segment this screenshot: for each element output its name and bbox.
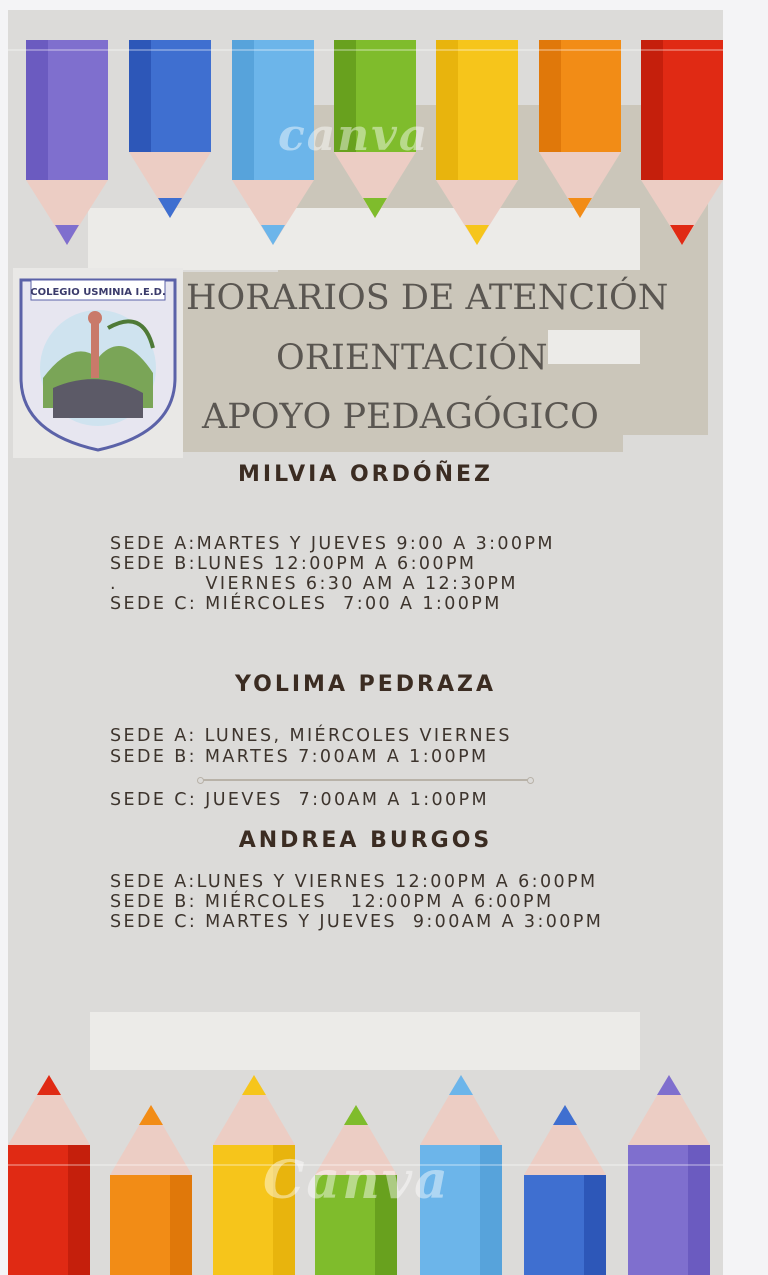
person-name-milvia: MILVIA ORDÓÑEZ [238, 462, 493, 487]
schedule-line: SEDE C: MIÉRCOLES 7:00 A 1:00PM [110, 594, 502, 614]
flyer-card [8, 10, 723, 1275]
pencil-red [8, 1075, 90, 1275]
pencil-purple [628, 1075, 710, 1275]
person-name-yolima: YOLIMA PEDRAZA [235, 672, 496, 697]
schedule-line: SEDE B:LUNES 12:00PM A 6:00PM [110, 554, 477, 574]
title-line-3: APOYO PEDAGÓGICO [202, 397, 599, 437]
divider-line [203, 779, 528, 781]
person-name-andrea: ANDREA BURGOS [238, 828, 493, 853]
title-line-1: HORARIOS DE ATENCIÓN [186, 278, 669, 318]
watermark-top: canva [278, 110, 430, 161]
schedule-line: SEDE A:MARTES Y JUEVES 9:00 A 3:00PM [110, 534, 555, 554]
school-logo [13, 268, 183, 458]
white-band-side [548, 330, 640, 364]
schedule-line: . VIERNES 6:30 AM A 12:30PM [110, 574, 518, 594]
pencil-blue [129, 40, 211, 218]
pencil-orange [539, 40, 621, 218]
logo-school-name: COLEGIO USMINIA I.E.D. [30, 287, 166, 298]
white-band-bottom [90, 1012, 640, 1070]
schedule-line: SEDE A: LUNES, MIÉRCOLES VIERNES [110, 726, 512, 746]
pencil-blue [524, 1105, 606, 1275]
school-crest-icon [13, 268, 183, 458]
pencil-red [641, 40, 723, 245]
schedule-line: SEDE C: JUEVES 7:00AM A 1:00PM [110, 790, 490, 810]
schedule-line: SEDE A:LUNES Y VIERNES 12:00PM A 6:00PM [110, 872, 598, 892]
title-line-2: ORIENTACIÓN [276, 338, 548, 378]
pencil-orange [110, 1105, 192, 1275]
schedule-line: SEDE C: MARTES Y JUEVES 9:00AM A 3:00PM [110, 912, 604, 932]
schedule-line: SEDE B: MARTES 7:00AM A 1:00PM [110, 747, 489, 767]
pencil-yellow [436, 40, 518, 245]
watermark-bottom: Canva [263, 1150, 450, 1211]
schedule-line: SEDE B: MIÉRCOLES 12:00PM A 6:00PM [110, 892, 554, 912]
pencil-purple [26, 40, 108, 245]
